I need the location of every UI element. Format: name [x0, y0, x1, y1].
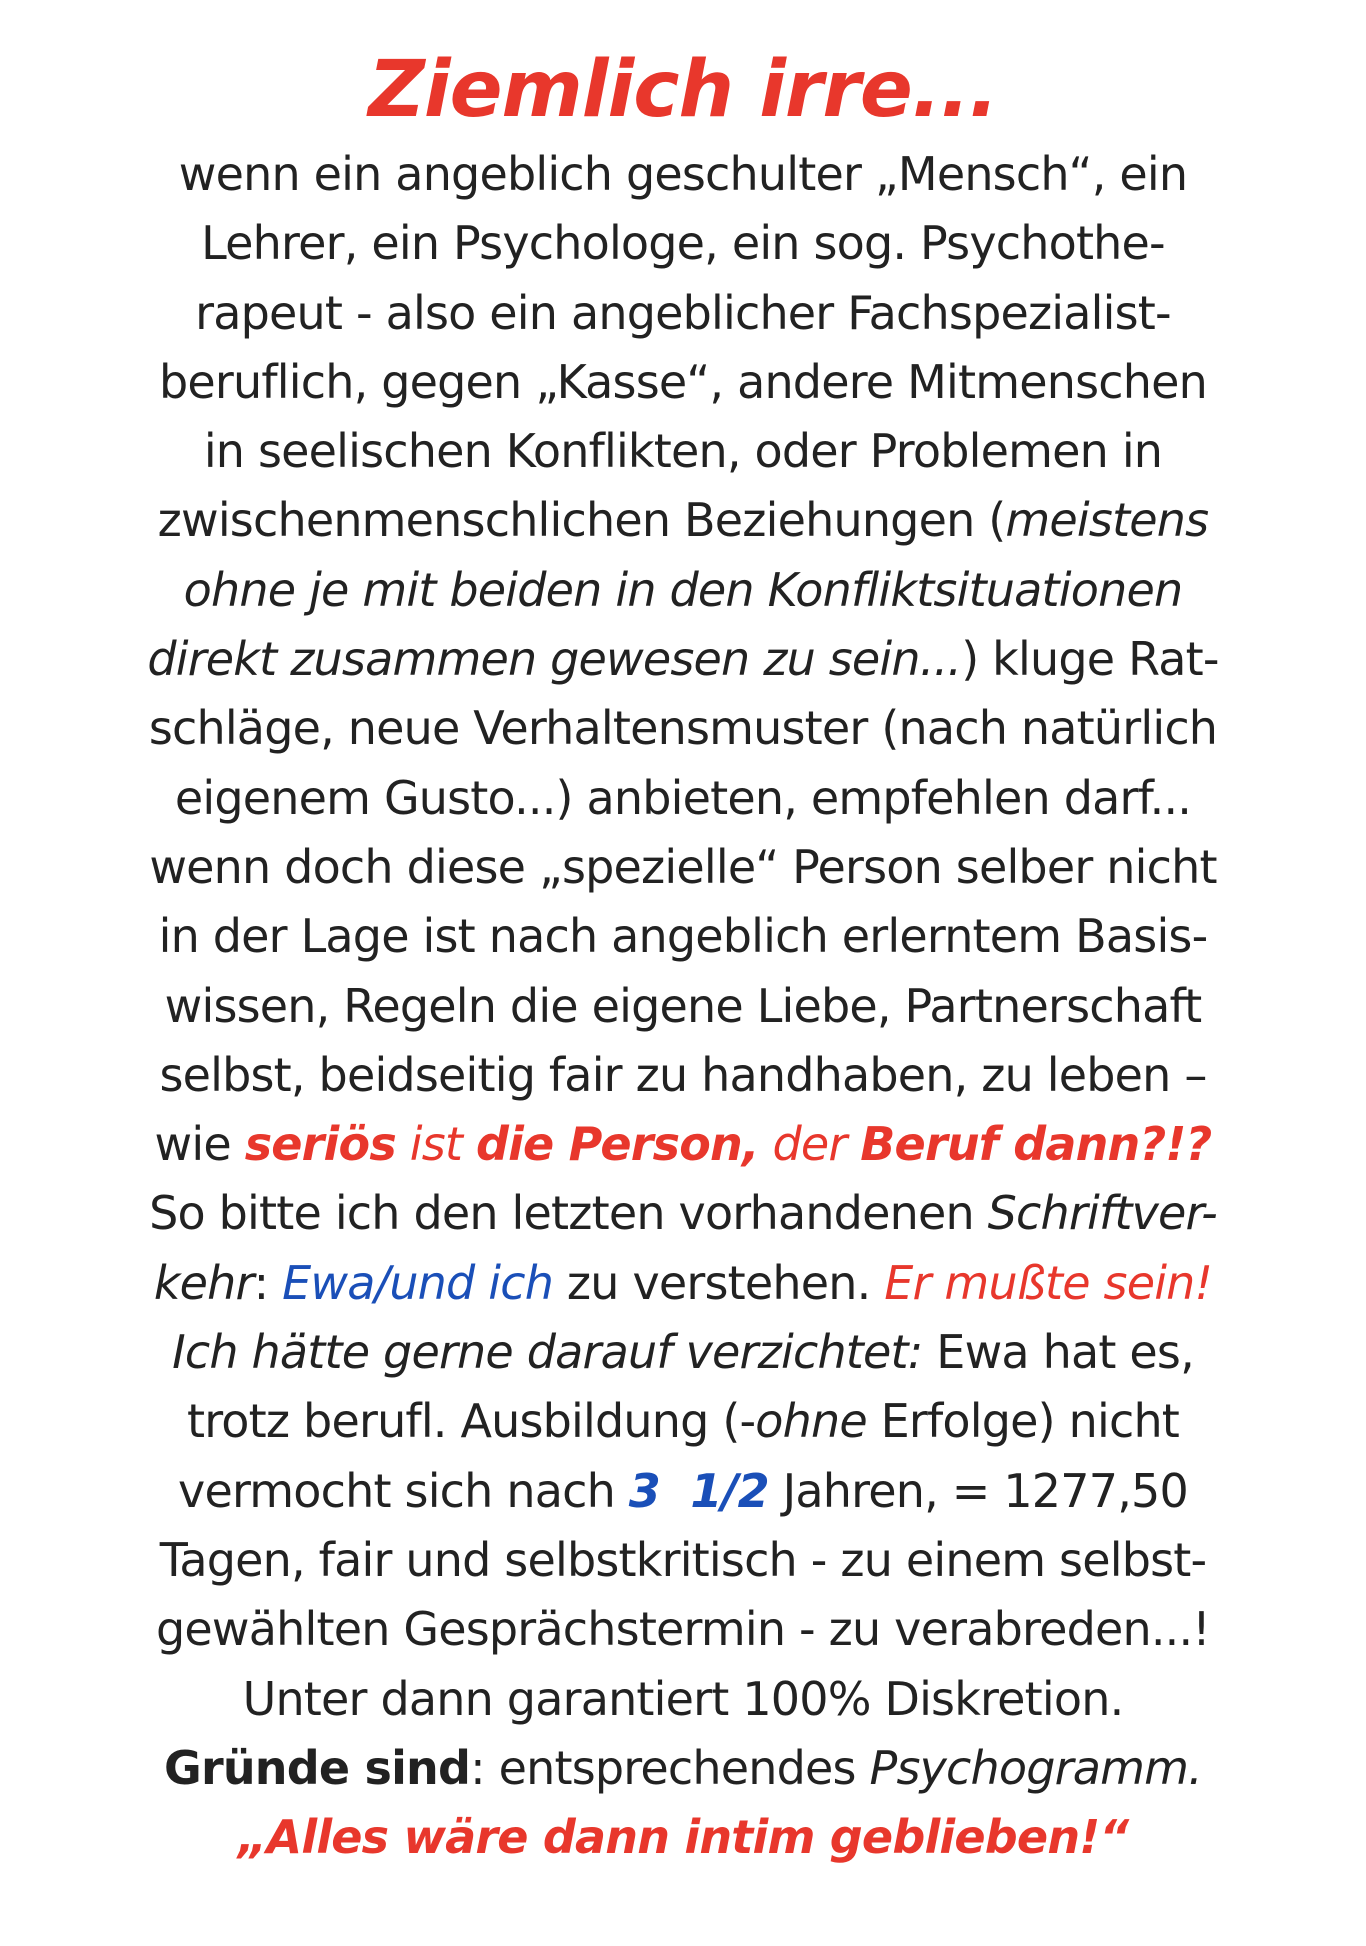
text-span: Erfolge) nicht — [866, 1394, 1180, 1449]
text-line-3: rapeut - also ein angeblicher Fachspezialist- — [195, 285, 1171, 340]
italic-span: Ich hätte gerne darauf verzichtet: — [172, 1325, 923, 1380]
text-span: wie — [154, 1117, 245, 1172]
text-line-8 — [40, 625, 1326, 694]
italic-span: Psychogramm. — [869, 1740, 1202, 1795]
italic-span: Schriftver- — [987, 1186, 1217, 1241]
text-line-10: eigenem Gusto...) anbieten, empfehlen darf... — [174, 770, 1192, 825]
text-span: Ewa hat es, — [922, 1325, 1194, 1380]
emphasis-blue: Ewa/und ich — [282, 1255, 554, 1310]
emphasis-red: die Person, — [475, 1117, 759, 1172]
text-line-1: wenn ein angeblich geschulter „Mensch“, ein — [178, 147, 1188, 201]
italic-span: meistens — [1005, 493, 1209, 548]
text-line-21: Tagen, fair und selbstkritisch - zu einem selbst- — [159, 1532, 1207, 1587]
text-line-2: Lehrer, ein Psychologe, ein sog. Psychothe- — [201, 216, 1165, 271]
text-span: So bitte ich den letzten vorhandenen — [149, 1186, 988, 1241]
text-line-14: selbst, beidseitig fair zu handhaben, zu leben – — [159, 1047, 1207, 1102]
text-line-20 — [40, 1457, 1326, 1526]
emphasis-red-light: ist — [395, 1117, 476, 1172]
emphasis-red: seriös — [244, 1117, 396, 1172]
text-line-9: schläge, neue Verhaltensmuster (nach natürlich — [148, 701, 1218, 756]
text-line-13: wissen, Regeln die eigene Liebe, Partnerschaft — [164, 978, 1202, 1033]
text-line-12: in der Lage ist nach angeblich erlerntem Basis- — [158, 909, 1208, 964]
text-span: : entsprechendes — [470, 1740, 870, 1795]
closing-quote: „Alles wäre dann intim geblieben!“ — [237, 1810, 1129, 1865]
italic-span: kehr — [153, 1255, 254, 1310]
text-span: : — [253, 1255, 283, 1310]
text-span: vermocht sich nach — [178, 1463, 629, 1518]
italic-span: ohne — [755, 1394, 867, 1449]
text-line-7: ohne je mit beiden in den Konfliktsituationen — [183, 562, 1183, 617]
body-text — [40, 140, 1326, 1872]
bold-span: Gründe sind — [164, 1740, 471, 1795]
text-span: trotz berufl. Ausbildung (- — [186, 1394, 756, 1449]
text-line-19 — [40, 1387, 1326, 1456]
text-line-6 — [40, 486, 1326, 555]
text-span: zwischenmenschlichen Beziehungen ( — [157, 493, 1006, 548]
text-line-23: Unter dann garantiert 100% Diskretion. — [242, 1671, 1124, 1726]
text-line-22: gewählten Gesprächstermin - zu verabreden...! — [156, 1602, 1210, 1657]
text-span: zu verstehen. — [553, 1255, 885, 1310]
text-line-17 — [40, 1249, 1326, 1318]
text-line-4: beruflich, gegen „Kasse“, andere Mitmenschen — [159, 354, 1207, 409]
text-span: ) kluge Rat- — [961, 632, 1219, 687]
page-title: Ziemlich irre... — [368, 45, 998, 135]
text-line-18 — [40, 1318, 1326, 1387]
emphasis-red: Beruf dann?!? — [860, 1117, 1212, 1172]
text-line-5: in seelischen Konflikten, oder Problemen in — [203, 424, 1163, 479]
emphasis-red-light: Er mußte sein! — [884, 1255, 1213, 1310]
italic-span: direkt zusammen gewesen zu sein... — [147, 632, 962, 687]
text-line-16 — [40, 1179, 1326, 1248]
text-line-24 — [40, 1734, 1326, 1803]
text-line-11: wenn doch diese „spezielle“ Person selber nicht — [149, 839, 1217, 894]
emphasis-red-light: der — [758, 1117, 861, 1172]
text-span: Jahren, = 1277,50 — [768, 1463, 1188, 1518]
text-line-15 — [40, 1110, 1326, 1179]
emphasis-blue-bold: 3 1/2 — [628, 1463, 769, 1518]
